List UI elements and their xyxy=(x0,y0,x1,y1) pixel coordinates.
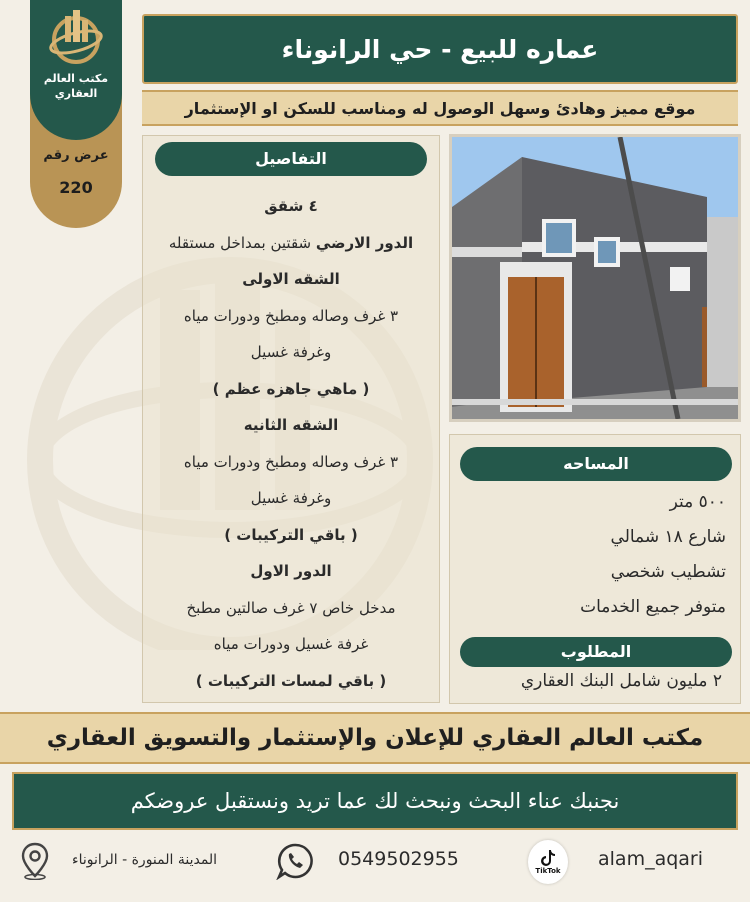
detail-line: ٣ غرف وصاله ومطبخ ودورات مياه xyxy=(183,452,399,471)
offer-number: 220 xyxy=(59,178,93,197)
office-full-name: مكتب العالم العقاري للإعلان والإستثمار والتسويق العقاري xyxy=(46,725,704,751)
detail-line: مدخل خاص ٧ غرف صالتين مطبخ xyxy=(186,598,396,617)
title-box xyxy=(142,14,738,84)
page-title: عماره للبيع - حي الرانوناء xyxy=(281,34,599,64)
detail-line: ٤ شقق xyxy=(264,197,318,215)
location-text: المدينة المنورة - الرانوناء xyxy=(72,852,218,868)
detail-line-bold: الدور الارضي xyxy=(315,233,414,252)
tagline: نجنبك عناء البحث ونبحث لك عما تريد ونستقبل عروضكم xyxy=(130,789,620,813)
area-item: تشطيب شخصي xyxy=(610,562,726,582)
detail-line: غرفة غسيل ودورات مياه xyxy=(213,635,369,653)
required-heading: المطلوب xyxy=(460,637,732,667)
required-value: ٢ مليون شامل البنك العقاري xyxy=(520,671,722,691)
tiktok-label: TikTok xyxy=(535,867,561,875)
contact-row xyxy=(0,838,750,888)
social-handle[interactable]: alam_aqari xyxy=(598,848,704,870)
detail-line: الشقه الاولى xyxy=(242,270,340,288)
location-pin-icon xyxy=(20,842,50,880)
area-heading: المساحه xyxy=(460,447,732,481)
detail-line: ( باقي التركيبات ) xyxy=(224,525,358,544)
tagline-box xyxy=(12,772,738,830)
subtitle-bar xyxy=(142,90,738,126)
detail-line: الشقه الثانيه xyxy=(243,416,339,434)
subtitle: موقع مميز وهادئ وسهل الوصول له ومناسب للسكن او الإستثمار xyxy=(184,98,696,118)
area-item: ٥٠٠ متر xyxy=(669,492,726,512)
globe-logo-icon xyxy=(45,6,107,68)
area-item: شارع ١٨ شمالي xyxy=(610,527,726,547)
tiktok-icon[interactable] xyxy=(528,840,568,884)
details-list xyxy=(151,188,431,699)
offer-label: عرض رقم xyxy=(43,148,109,163)
area-list xyxy=(580,485,726,625)
detail-line: ( ماهي جاهزه عظم ) xyxy=(212,379,370,398)
tiktok-glyph-icon xyxy=(540,849,556,867)
details-heading: التفاصيل xyxy=(155,142,427,176)
detail-line: الدور الاول xyxy=(250,562,332,580)
details-panel xyxy=(142,135,440,703)
detail-line: وغرفة غسيل xyxy=(250,343,332,361)
detail-line: وغرفة غسيل xyxy=(250,489,332,507)
whatsapp-icon[interactable] xyxy=(276,842,314,880)
detail-line-text: شقتين بمداخل مستقله xyxy=(168,233,316,252)
phone-number[interactable]: 0549502955 xyxy=(338,848,459,870)
area-item: متوفر جميع الخدمات xyxy=(580,597,726,617)
building-illustration xyxy=(452,137,738,419)
office-name-badge: مكتب العالم العقاري xyxy=(43,72,109,100)
building-photo xyxy=(449,134,741,422)
detail-line xyxy=(151,225,431,262)
detail-line: ( باقي لمسات التركيبات ) xyxy=(195,671,387,690)
area-panel xyxy=(449,434,741,704)
logo-badge xyxy=(30,0,122,228)
office-bar xyxy=(0,712,750,764)
detail-line: ٣ غرف وصاله ومطبخ ودورات مياه xyxy=(183,306,399,325)
